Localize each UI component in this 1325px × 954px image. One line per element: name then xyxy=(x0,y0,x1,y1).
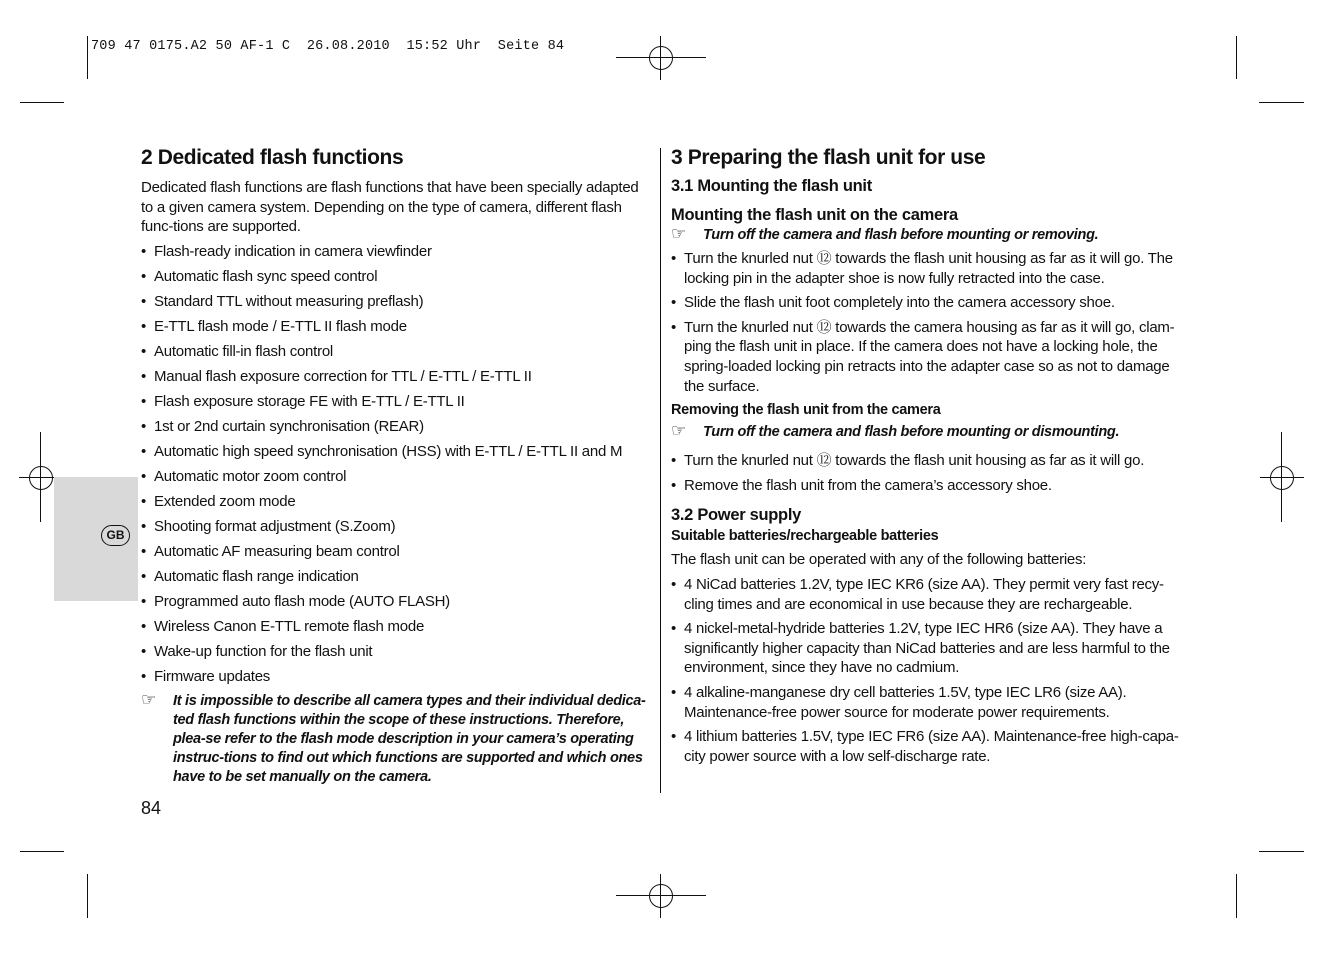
crop-mark xyxy=(87,36,88,79)
registration-mark-icon xyxy=(649,884,673,908)
list-item: • Turn the knurled nut ⑫ towards the flash unit housing as far as it will go. xyxy=(671,451,1183,471)
subsection-heading: Removing the flash unit from the camera xyxy=(671,402,941,419)
language-badge: GB xyxy=(101,525,130,546)
list-item: • Wireless Canon E-TTL remote flash mode xyxy=(141,617,653,637)
pointing-hand-icon: ☞ xyxy=(141,689,156,709)
registration-mark-icon xyxy=(29,466,53,490)
list-item: • Flash exposure storage FE with E-TTL / E-TTL II xyxy=(141,392,653,412)
list-item: • Turn the knurled nut ⑫ towards the flash unit housing as far as it will go. The locking pin in the adapter shoe is now fully retracted into the case. xyxy=(671,249,1183,288)
crop-mark xyxy=(1259,102,1304,103)
list-item: • Slide the flash unit foot completely into the camera accessory shoe. xyxy=(671,293,1183,313)
list-item: • Automatic flash range indication xyxy=(141,567,653,587)
note-text: Turn off the camera and flash before mounting or removing. xyxy=(703,227,1099,243)
crop-mark xyxy=(1236,874,1237,918)
right-column xyxy=(671,144,1183,766)
crop-mark xyxy=(87,874,88,918)
list-item: • Flash-ready indication in camera viewfinder xyxy=(141,242,653,262)
list-item: • Remove the flash unit from the camera’s accessory shoe. xyxy=(671,476,1183,496)
section-heading: 3 Preparing the flash unit for use xyxy=(671,146,986,169)
intro-paragraph: Dedicated flash functions are flash functions that have been specially adapted to a given camera system. Depending on the type of camera, different flash func-tions are supported. xyxy=(141,179,639,236)
pointing-hand-icon: ☞ xyxy=(671,224,686,243)
registration-mark-icon xyxy=(1270,466,1294,490)
list-item: • 4 NiCad batteries 1.2V, type IEC KR6 (size AA). They permit very fast recy-cling times and are economical in use because they are rechargeable. xyxy=(671,575,1183,614)
feature-list xyxy=(141,242,653,686)
list-item: • 4 nickel-metal-hydride batteries 1.2V, type IEC HR6 (size AA). They have a significantly higher capacity than NiCad batteries and are less harmful to the environment, since they have no cadmium. xyxy=(671,619,1183,678)
list-item: • Programmed auto flash mode (AUTO FLASH) xyxy=(141,592,653,612)
print-slug: 709 47 0175.A2 50 AF-1 C 26.08.2010 15:52 Uhr Seite 84 xyxy=(91,39,565,54)
crop-mark xyxy=(1236,36,1237,79)
mount-steps-list xyxy=(671,249,1183,396)
list-item: • Automatic motor zoom control xyxy=(141,467,653,487)
crop-mark xyxy=(20,851,64,852)
crop-mark xyxy=(20,102,64,103)
batteries-intro: The flash unit can be operated with any of the following batteries: xyxy=(671,551,1087,569)
remove-steps-list xyxy=(671,451,1183,495)
registration-mark-icon xyxy=(649,46,673,70)
section-heading: 2 Dedicated flash functions xyxy=(141,146,404,169)
list-item: • Shooting format adjustment (S.Zoom) xyxy=(141,517,653,537)
list-item: • Turn the knurled nut ⑫ towards the camera housing as far as it will go, clam-ping the flash unit in place. If the camera does not have a locking hole, the spring-loaded locking pin retracts into the adapter case so as not to damage the surface. xyxy=(671,318,1183,396)
note xyxy=(671,423,1183,442)
list-item: • Automatic fill-in flash control xyxy=(141,342,653,362)
subsection-heading: 3.2 Power supply xyxy=(671,506,801,525)
list-item: • Automatic flash sync speed control xyxy=(141,267,653,287)
note-text: Turn off the camera and flash before mounting or dismounting. xyxy=(703,424,1120,441)
page-number: 84 xyxy=(141,798,162,818)
note xyxy=(671,226,1183,245)
batteries-list xyxy=(671,575,1183,766)
list-item: • Automatic AF measuring beam control xyxy=(141,542,653,562)
list-item: • Standard TTL without measuring preflash) xyxy=(141,292,653,312)
pointing-hand-icon: ☞ xyxy=(671,421,686,441)
list-item: • Extended zoom mode xyxy=(141,492,653,512)
crop-mark xyxy=(1259,851,1304,852)
list-item: • 4 alkaline-manganese dry cell batteries 1.5V, type IEC LR6 (size AA). Maintenance-free power source for moderate power requirements. xyxy=(671,683,1183,722)
list-item: • 4 lithium batteries 1.5V, type IEC FR6 (size AA). Maintenance-free high-capa-city power source with a low self-discharge rate. xyxy=(671,727,1183,766)
list-item: • E-TTL flash mode / E-TTL II flash mode xyxy=(141,317,653,337)
subsection-heading: 3.1 Mounting the flash unit xyxy=(671,177,872,195)
list-item: • Firmware updates xyxy=(141,667,653,687)
column-divider xyxy=(660,148,661,793)
subsection-heading: Suitable batteries/rechargeable batteries xyxy=(671,528,939,545)
left-column xyxy=(141,144,653,787)
list-item: • 1st or 2nd curtain synchronisation (REAR) xyxy=(141,417,653,437)
list-item: • Automatic high speed synchronisation (HSS) with E-TTL / E-TTL II and M xyxy=(141,442,653,462)
subsection-heading: Mounting the flash unit on the camera xyxy=(671,206,958,224)
note-text: It is impossible to describe all camera types and their individual dedica-ted flash functions within the scope of these instructions. Therefore, plea-se refer to the flash mode description in your camera’s operating instruc-tions to find out which functions are supported and which ones have to be set manually on the camera. xyxy=(173,692,646,785)
list-item: • Manual flash exposure correction for TTL / E-TTL / E-TTL II xyxy=(141,367,653,387)
list-item: • Wake-up function for the flash unit xyxy=(141,642,653,662)
note xyxy=(141,689,653,787)
